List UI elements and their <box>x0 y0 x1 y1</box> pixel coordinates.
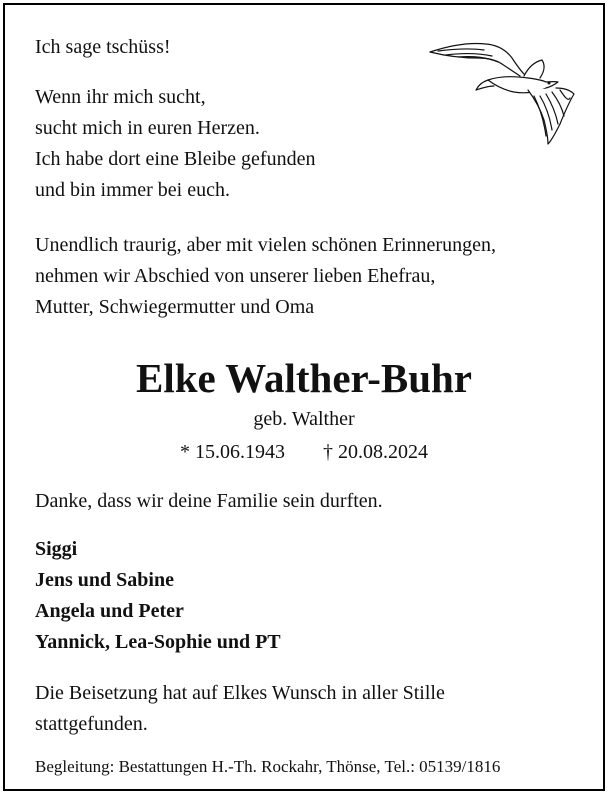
death-date: † 20.08.2024 <box>323 441 428 463</box>
announcement-line-1: Unendlich traurig, aber mit vielen schönen Erinnerungen, <box>35 234 496 256</box>
intro-line: Ich sage tschüss! <box>35 36 171 58</box>
thanks-line: Danke, dass wir deine Familie sein durften. <box>35 490 383 512</box>
birth-date: * 15.06.1943 <box>180 441 285 463</box>
poem-line-3: Ich habe dort eine Bleibe gefunden <box>35 148 316 170</box>
poem-line-2: sucht mich in euren Herzen. <box>35 117 260 139</box>
poem-line-4: und bin immer bei euch. <box>35 179 230 201</box>
funeral-note-line-2: stattgefunden. <box>35 713 148 735</box>
mourner-1: Siggi <box>35 538 78 560</box>
undertaker-footer: Begleitung: Bestattungen H.-Th. Rockahr, Thönse, Tel.: 05139/1816 <box>35 757 501 776</box>
obituary-card <box>3 3 605 791</box>
mourner-4: Yannick, Lea-Sophie und PT <box>35 631 281 653</box>
deceased-name: Elke Walther-Buhr <box>135 355 472 401</box>
announcement-line-2: nehmen wir Abschied von unserer lieben Ehefrau, <box>35 265 436 287</box>
poem-line-1: Wenn ihr mich sucht, <box>35 86 206 108</box>
maiden-name: geb. Walther <box>253 408 355 430</box>
mourner-2: Jens und Sabine <box>35 569 174 591</box>
announcement-line-3: Mutter, Schwiegermutter und Oma <box>35 296 315 318</box>
funeral-note-line-1: Die Beisetzung hat auf Elkes Wunsch in aller Stille <box>35 682 445 704</box>
seagull-icon <box>428 32 578 150</box>
life-dates <box>5 439 603 465</box>
mourner-3: Angela und Peter <box>35 600 184 622</box>
